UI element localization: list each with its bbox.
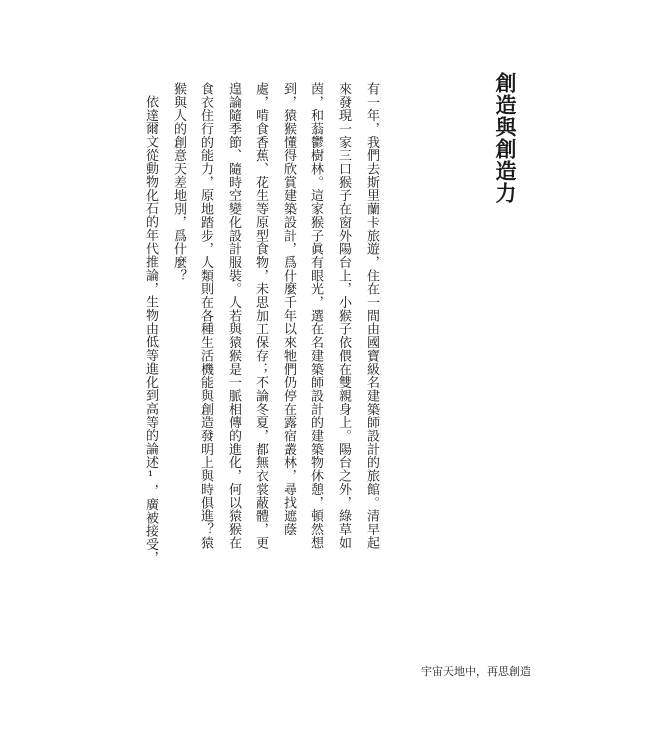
text-column-6: 遑論隨季節、隨時空變化設計服裝。人若與猿猴是一脈相傳的進化，何以猿猴在	[226, 82, 241, 550]
text-column-9: 依達爾文從動物化石的年代推論，生物由低等進化到高等的論述¹，廣被接受，	[143, 95, 158, 565]
text-column-2: 來發現一家三口猴子在窗外陽台上，小猴子依偎在雙親身上。陽台之外，綠草如	[336, 82, 351, 550]
bleed-through-shadow	[380, 80, 384, 550]
text-column-7: 食衣住行的能力，原地踏步，人類則在各種生活機能與創造發明上與時俱進？猿	[198, 82, 213, 550]
text-column-3: 茵，和蓊鬱樹林。這家猴子眞有眼光，選在名建築師設計的建築物休憩，頓然想	[308, 82, 323, 550]
text-column-5: 處，啃食香蕉、花生等原型食物，未思加工保存；不論冬夏，都無衣裳蔽體，更	[253, 82, 268, 550]
text-column-1: 有一年，我們去斯里蘭卡旅遊，住在一間由國寶級名建築師設計的旅館。清早起	[364, 82, 379, 550]
chapter-title: 創造與創造力	[493, 72, 517, 204]
text-column-4: 到，猿猴懂得欣賞建築設計，爲什麼千年以來牠們仍停在露宿叢林，尋找遮蔭	[281, 82, 296, 536]
text-column-8: 猴與人的創意天差地別，爲什麼？	[171, 82, 186, 283]
running-footer: 宇宙天地中，再思創造	[421, 665, 531, 678]
